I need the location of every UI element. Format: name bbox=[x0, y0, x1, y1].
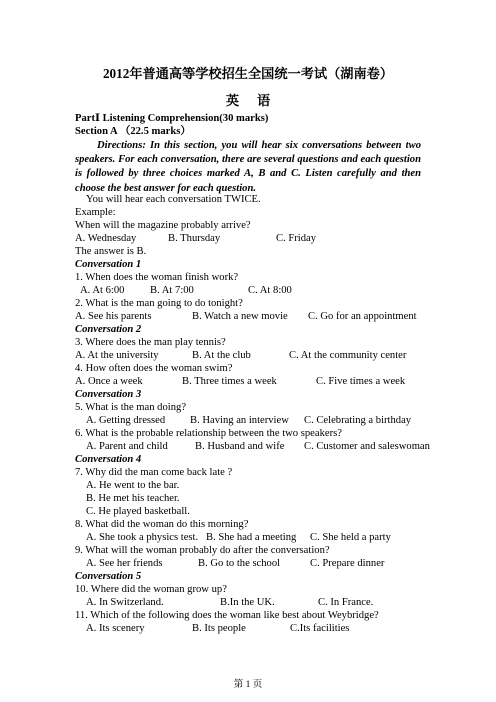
question-10-option-c: C. In France. bbox=[318, 597, 374, 608]
question-1-option-b: B. At 7:00 bbox=[150, 285, 194, 296]
question-5-option-b: B. Having an interview bbox=[190, 415, 289, 426]
question-1-option-c: C. At 8:00 bbox=[248, 285, 292, 296]
question-2-option-a: A. See his parents bbox=[75, 311, 152, 322]
question-3-option-c: C. At the community center bbox=[289, 350, 407, 361]
section-heading: Section A （22.5 marks） bbox=[75, 126, 191, 137]
question-8-option-a: A. She took a physics test. bbox=[86, 532, 199, 543]
question-2-option-c: C. Go for an appointment bbox=[308, 311, 417, 322]
question-8-option-c: C. She held a party bbox=[310, 532, 391, 543]
question-3-option-b: B. At the club bbox=[192, 350, 251, 361]
question-10-option-a: A. In Switzerland. bbox=[86, 597, 164, 608]
question-9-option-c: C. Prepare dinner bbox=[310, 558, 385, 569]
question-6: 6. What is the probable relationship between the two speakers? bbox=[75, 428, 342, 439]
question-11-option-b: B. Its people bbox=[192, 623, 246, 634]
question-7-option-b: B. He met his teacher. bbox=[86, 493, 180, 504]
question-5-option-c: C. Celebrating a birthday bbox=[304, 415, 412, 426]
conversation-1-heading: Conversation 1 bbox=[75, 259, 142, 270]
question-2-option-b: B. Watch a new movie bbox=[192, 311, 288, 322]
conversation-3-heading: Conversation 3 bbox=[75, 389, 142, 400]
conversation-5-heading: Conversation 5 bbox=[75, 571, 142, 582]
question-10: 10. Where did the woman grow up? bbox=[75, 584, 227, 595]
question-6-option-a: A. Parent and child bbox=[86, 441, 168, 452]
question-8-option-b: B. She had a meeting bbox=[206, 532, 297, 543]
question-10-option-b: B.In the UK. bbox=[220, 597, 275, 608]
question-9-option-a: A. See her friends bbox=[86, 558, 163, 569]
question-3: 3. Where does the man play tennis? bbox=[75, 337, 226, 348]
exam-title: 2012年普通高等学校招生全国统一考试（湖南卷） bbox=[102, 66, 394, 81]
question-4-option-c: C. Five times a week bbox=[316, 376, 406, 387]
question-9-option-b: B. Go to the school bbox=[198, 558, 281, 569]
question-5: 5. What is the man doing? bbox=[75, 402, 187, 413]
question-3-option-a: A. At the university bbox=[75, 350, 159, 361]
example-answer: The answer is B. bbox=[75, 246, 147, 257]
question-6-option-c: C. Customer and saleswoman bbox=[304, 441, 430, 452]
example-option-a: A. Wednesday bbox=[75, 233, 137, 244]
question-9: 9. What will the woman probably do after the conversation? bbox=[75, 545, 330, 556]
question-1: 1. When does the woman finish work? bbox=[75, 272, 239, 283]
question-11: 11. Which of the following does the woman like best about Weybridge? bbox=[75, 610, 379, 621]
question-11-option-a: A. Its scenery bbox=[86, 623, 145, 634]
question-11-option-c: C.Its facilities bbox=[290, 623, 350, 634]
question-7: 7. Why did the man come back late ? bbox=[75, 467, 233, 478]
example-label: Example: bbox=[75, 207, 116, 218]
hear-twice-note: You will hear each conversation TWICE. bbox=[86, 194, 261, 205]
conversation-2-heading: Conversation 2 bbox=[75, 324, 142, 335]
subject-heading: 英语 bbox=[225, 93, 289, 108]
page-number-footer: 第 1 页 bbox=[233, 680, 263, 690]
example-option-b: B. Thursday bbox=[168, 233, 221, 244]
example-option-c: C. Friday bbox=[276, 233, 317, 244]
conversation-4-heading: Conversation 4 bbox=[75, 454, 142, 465]
question-7-option-a: A. He went to the bar. bbox=[86, 480, 180, 491]
question-7-option-c: C. He played basketball. bbox=[86, 506, 190, 517]
question-4-option-b: B. Three times a week bbox=[182, 376, 277, 387]
question-1-option-a: A. At 6:00 bbox=[80, 285, 125, 296]
question-5-option-a: A. Getting dressed bbox=[86, 415, 166, 426]
directions-paragraph: Directions: In this section, you will hear six conversations between two speakers. For each conversation, there are several questions and each question is followed by three choices marked A, B and C. Listen carefully and then choose the best answer for each question. bbox=[75, 140, 421, 194]
question-4-option-a: A. Once a week bbox=[75, 376, 143, 387]
question-4: 4. How often does the woman swim? bbox=[75, 363, 233, 374]
question-2: 2. What is the man going to do tonight? bbox=[75, 298, 243, 309]
question-6-option-b: B. Husband and wife bbox=[195, 441, 285, 452]
example-question: When will the magazine probably arrive? bbox=[75, 220, 251, 231]
part-heading: PartⅠ Listening Comprehension(30 marks) bbox=[75, 113, 269, 124]
question-8: 8. What did the woman do this morning? bbox=[75, 519, 249, 530]
